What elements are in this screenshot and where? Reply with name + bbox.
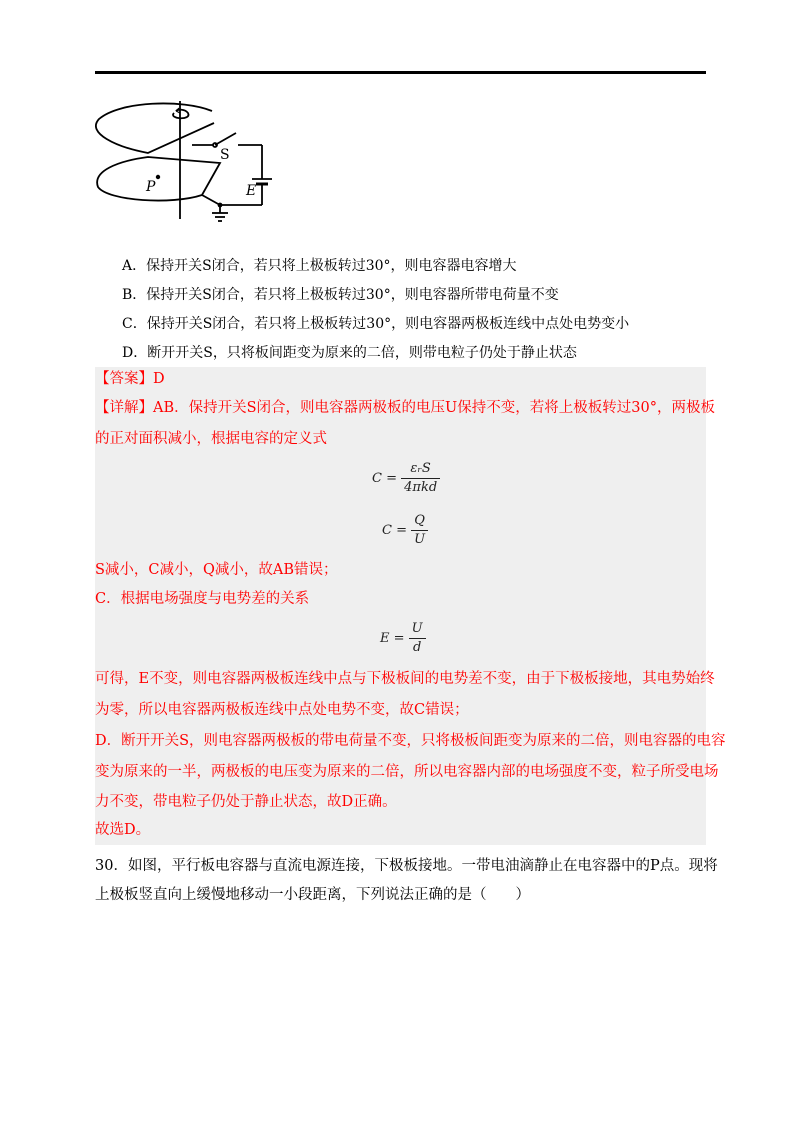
switch-blade	[215, 133, 236, 145]
formula-2-lhs: C =	[382, 523, 407, 538]
explanation-line-7: D．断开开关S，则电容器两极板的带电荷量不变，只将极板间距变为原来的二倍，则电容器的电容	[95, 733, 726, 749]
formula-2-numerator: Q	[411, 512, 428, 531]
option-list	[122, 252, 722, 368]
formula-capacitance-charge	[382, 512, 428, 549]
formula-1-lhs: C =	[372, 471, 397, 486]
battery-label: E	[246, 183, 257, 199]
question-line-2: 上极板竖直向上缓慢地移动一小段距离，下列说法正确的是（ ）	[95, 887, 530, 903]
explanation-line-4: C．根据电场强度与电势差的关系	[95, 591, 310, 607]
option-a: A．保持开关S闭合，若只将上极板转过30°，则电容器电容增大	[122, 258, 517, 274]
formula-3-numerator: U	[409, 620, 426, 639]
explanation-line-6: 为零，所以电容器两极板连线中点处电势不变，故C错误；	[95, 702, 469, 718]
formula-3-lhs: E =	[380, 631, 405, 646]
answer-panel	[95, 367, 726, 845]
formula-2-denominator: U	[414, 532, 426, 547]
figure-drawing	[96, 101, 272, 221]
point-label: P	[146, 179, 156, 195]
answer-line: 【答案】D	[95, 371, 165, 387]
formula-1-denominator: 4πkd	[404, 480, 438, 495]
header-rule	[95, 71, 706, 74]
explanation-line-1: 【详解】AB．保持开关S闭合，则电容器两极板的电压U保持不变，若将上极板转过30°，两极板	[95, 400, 715, 416]
explanation-line-2: 的正对面积减小，根据电容的定义式	[95, 431, 327, 447]
formula-3-denominator: d	[412, 640, 422, 655]
droplet-point	[156, 175, 160, 179]
formula-1-fraction	[401, 460, 440, 497]
conclusion-line: 故选D。	[95, 822, 151, 838]
capacitor-figure	[92, 97, 282, 227]
junction-dot	[218, 203, 223, 208]
formula-3-fraction	[409, 620, 426, 657]
explanation-line-5: 可得，E不变，则电容器两极板连线中点与下极板间的电势差不变，由于下极板接地，其电势始终	[95, 671, 715, 687]
option-c: C．保持开关S闭合，若只将上极板转过30°，则电容器两极板连线中点处电势变小	[122, 316, 630, 332]
question-line-1: 30．如图，平行板电容器与直流电源连接，下极板接地。一带电油滴静止在电容器中的P点。现将	[95, 858, 718, 874]
explanation-line-9: 力不变，带电粒子仍处于静止状态，故D正确。	[95, 794, 397, 810]
switch-label: S	[220, 147, 230, 163]
explanation-line-3: S减小，C减小，Q减小，故AB错误；	[95, 562, 338, 578]
explanation-line-8: 变为原来的一半，两极板的电压变为原来的二倍，所以电容器内部的电场强度不变，粒子所受电场	[95, 764, 719, 780]
wire-to-plate	[202, 195, 220, 205]
formula-capacitance-definition	[372, 460, 440, 497]
formula-2-fraction	[411, 512, 428, 549]
question-30	[95, 852, 718, 910]
option-d: D．断开开关S，只将板间距变为原来的二倍，则带电粒子仍处于静止状态	[122, 345, 577, 361]
option-b: B．保持开关S闭合，若只将上极板转过30°，则电容器所带电荷量不变	[122, 287, 559, 303]
formula-field-strength	[380, 620, 426, 657]
formula-1-numerator: εᵣS	[401, 460, 440, 479]
